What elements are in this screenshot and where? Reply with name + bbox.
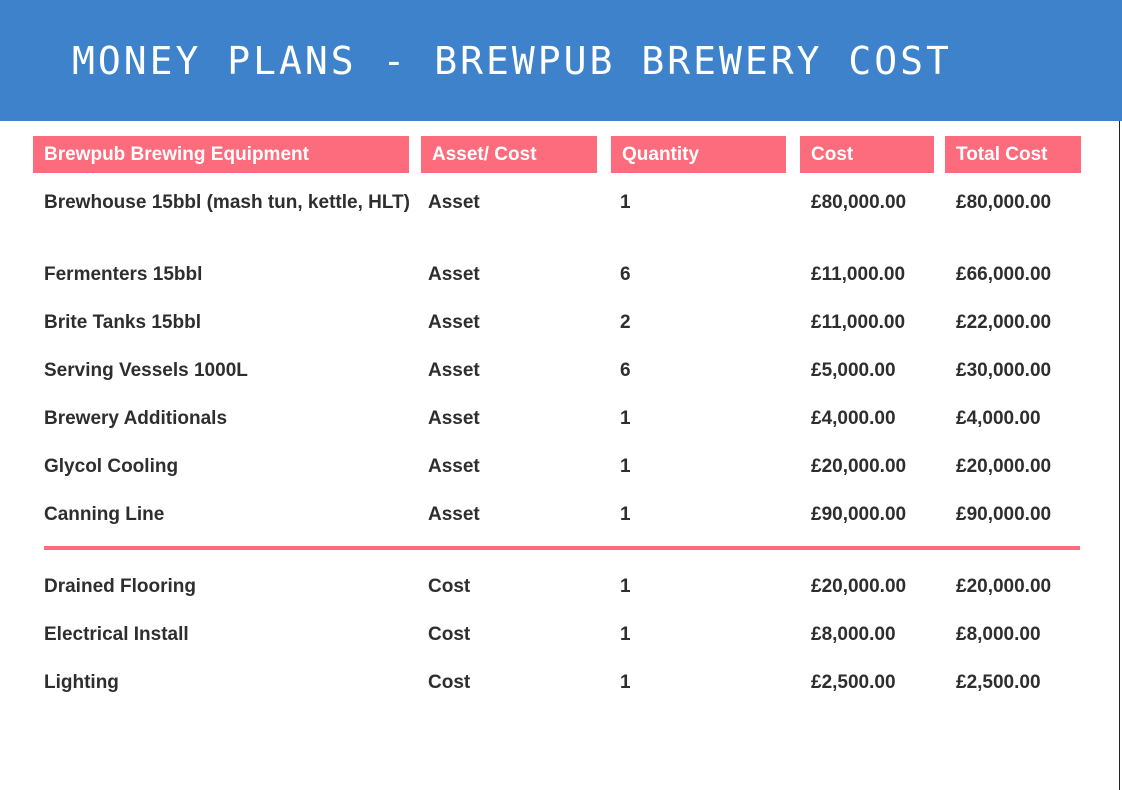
- quantity-cell: 1: [620, 672, 631, 693]
- quantity-cell: 1: [620, 192, 631, 213]
- cost-cell: £11,000.00: [811, 264, 906, 285]
- title-banner: [0, 0, 1122, 121]
- header-total-cost: Total Cost: [945, 136, 1081, 173]
- item-cell: Serving Vessels 1000L: [44, 360, 248, 381]
- item-cell: Brite Tanks 15bbl: [44, 312, 201, 333]
- cost-cell: £11,000.00: [811, 312, 906, 333]
- total-cell: £20,000.00: [956, 576, 1052, 597]
- total-cell: £4,000.00: [956, 408, 1041, 429]
- quantity-cell: 6: [620, 360, 631, 381]
- header-asset-cost: Asset/ Cost: [421, 136, 597, 173]
- type-cell: Asset: [428, 264, 480, 285]
- item-cell: Drained Flooring: [44, 576, 196, 597]
- quantity-cell: 6: [620, 264, 631, 285]
- type-cell: Asset: [428, 360, 480, 381]
- total-cell: £30,000.00: [956, 360, 1052, 381]
- quantity-cell: 1: [620, 576, 631, 597]
- header-cost: Cost: [800, 136, 934, 173]
- section-divider: [44, 546, 1080, 550]
- quantity-cell: 1: [620, 624, 631, 645]
- type-cell: Asset: [428, 408, 480, 429]
- cost-cell: £5,000.00: [811, 360, 896, 381]
- total-cell: £80,000.00: [956, 192, 1052, 213]
- item-cell: Brewery Additionals: [44, 408, 228, 429]
- total-cell: £20,000.00: [956, 456, 1052, 477]
- type-cell: Cost: [428, 624, 471, 645]
- type-cell: Asset: [428, 456, 480, 477]
- total-cell: £66,000.00: [956, 264, 1052, 285]
- item-cell: Brewhouse 15bbl (mash tun, kettle, HLT): [44, 192, 410, 213]
- cost-cell: £4,000.00: [811, 408, 896, 429]
- item-cell: Fermenters 15bbl: [44, 264, 203, 285]
- cost-cell: £80,000.00: [811, 192, 907, 213]
- type-cell: Cost: [428, 576, 471, 597]
- cost-cell: £20,000.00: [811, 576, 907, 597]
- quantity-cell: 2: [620, 312, 631, 333]
- cost-cell: £20,000.00: [811, 456, 907, 477]
- total-cell: £2,500.00: [956, 672, 1041, 693]
- cost-cell: £90,000.00: [811, 504, 907, 525]
- total-cell: £90,000.00: [956, 504, 1052, 525]
- total-cell: £22,000.00: [956, 312, 1052, 333]
- quantity-cell: 1: [620, 504, 631, 525]
- type-cell: Asset: [428, 312, 480, 333]
- cost-cell: £2,500.00: [811, 672, 896, 693]
- cost-cell: £8,000.00: [811, 624, 896, 645]
- page-title: MONEY PLANS - BREWPUB BREWERY COST: [72, 39, 952, 83]
- type-cell: Asset: [428, 192, 480, 213]
- quantity-cell: 1: [620, 408, 631, 429]
- item-cell: Electrical Install: [44, 624, 189, 645]
- total-cell: £8,000.00: [956, 624, 1041, 645]
- type-cell: Asset: [428, 504, 480, 525]
- header-equipment: Brewpub Brewing Equipment: [33, 136, 409, 173]
- quantity-cell: 1: [620, 456, 631, 477]
- page-edge-line: [1119, 121, 1120, 790]
- item-cell: Lighting: [44, 672, 119, 693]
- item-cell: Glycol Cooling: [44, 456, 179, 477]
- type-cell: Cost: [428, 672, 471, 693]
- item-cell: Canning Line: [44, 504, 165, 525]
- header-quantity: Quantity: [611, 136, 786, 173]
